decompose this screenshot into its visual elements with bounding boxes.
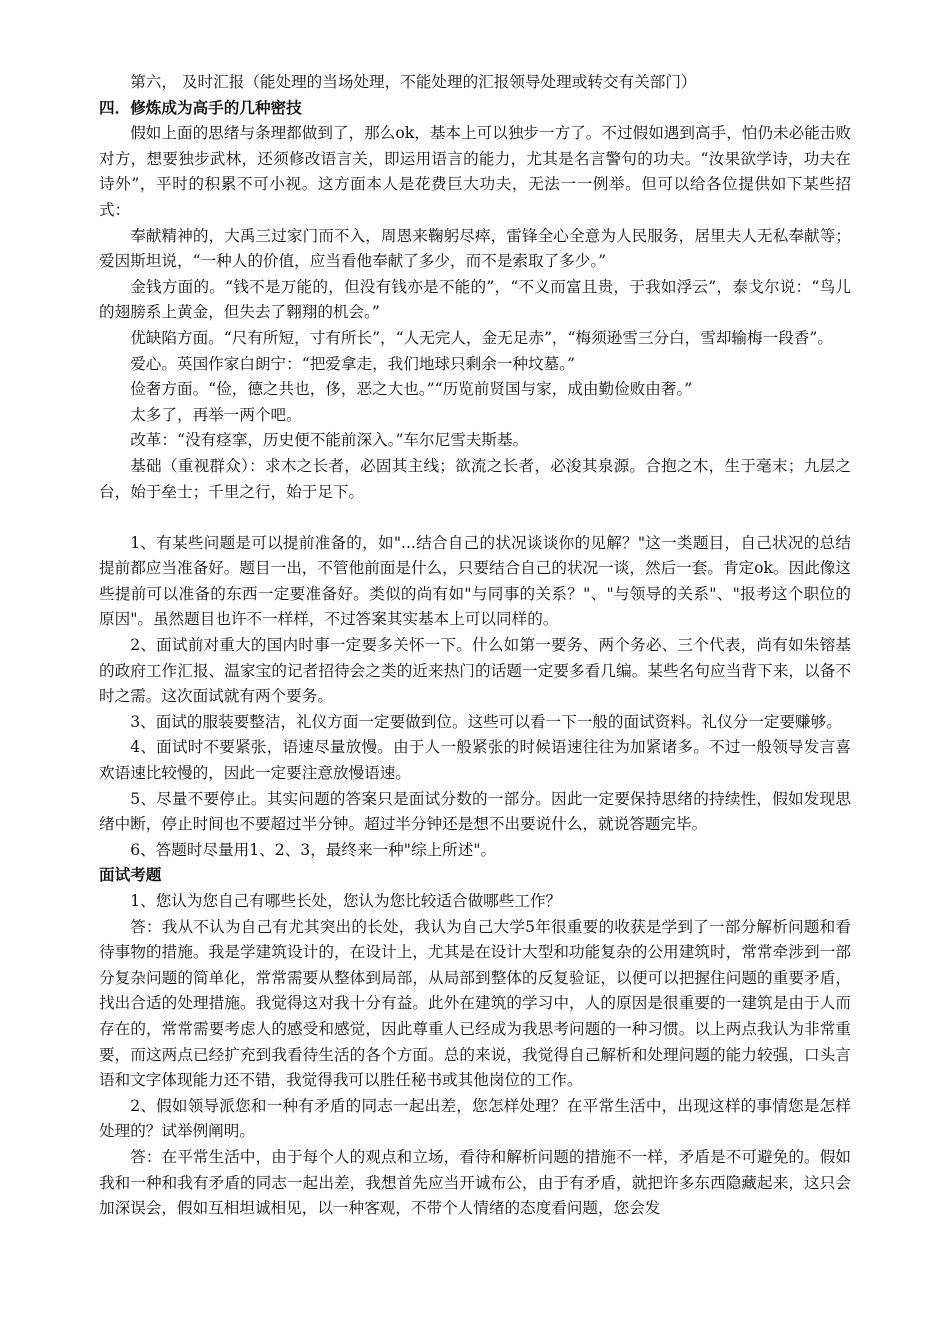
tip-paragraph-3: 3、面试的服装要整洁，礼仪方面一定要做到位。这些可以看一下一般的面试资料。礼仪分一定要赚够。	[130, 712, 842, 731]
reform-paragraph: 改革：“没有痉挛，历史便不能前深入。”车尔尼雪夫斯基。	[130, 431, 529, 450]
tip-paragraph-4: 4、面试时不要紧张，语速尽量放慢。由于人一般紧张的时候语速往往为加紧诸多。不过一般领导发言喜欢语速比较慢的，因此一定要注意放慢语速。	[99, 738, 851, 783]
intro-paragraph: 假如上面的思绪与条理都做到了，那么ok，基本上可以独步一方了。不过假如遇到高手，怕仍未必能击败对方，想要独步武林，还须修改语言关，即运用语言的能力，尤其是名言警句的功夫。“汝果欲学诗，功夫在诗外”，平时的积累不可小视。这方面本人是花费巨大功夫，无法一一例举。但可以给各位提供如下某些招式：	[99, 124, 851, 219]
thrift-paragraph: 俭奢方面。“俭，德之共也，侈，恶之大也。”“历览前贤国与家，成由勤俭败由奢。”	[130, 380, 693, 399]
money-paragraph: 金钱方面的。“钱不是万能的，但没有钱亦是不能的”，“不义而富且贵，于我如浮云”，泰戈尔说：“鸟儿的翅膀系上黄金，但失去了翱翔的机会。”	[99, 277, 851, 322]
tip-paragraph-6: 6、答题时尽量用1、2、3，最终来一种"综上所述"。	[130, 840, 497, 859]
answer-2: 答：在平常生活中，由于每个人的观点和立场，看待和解析问题的措施不一样，矛盾是不可避免的。假如我和一种和我有矛盾的同志一起出差，我想首先应当开诚布公，由于有矛盾，就把许多东西隐藏起来，这只会加深误会，假如互相坦诚相见，以一种客观，不带个人情绪的态度看问题，您会发	[99, 1147, 851, 1218]
section-heading-secrets: 四．修炼成为高手的几种密技	[99, 98, 302, 117]
love-paragraph: 爱心。英国作家白朗宁：“把爱拿走，我们地球只剩余一种坟墓。”	[130, 354, 575, 373]
foundation-paragraph: 基础（重视群众）：求木之长者，必固其主线；欲流之长者，必浚其泉源。合抱之木，生于毫末；九层之台，始于垒士；千里之行，始于足下。	[99, 456, 851, 501]
item-six-paragraph: 第六， 及时汇报（能处理的当场处理，不能处理的汇报领导处理或转交有关部门）	[130, 73, 697, 91]
question-2: 2、假如领导派您和一种有矛盾的同志一起出差，您怎样处理？在平常生活中，出现这样的事情您是怎样处理的？试举例阐明。	[99, 1096, 851, 1141]
document-page	[99, 70, 851, 1222]
tip-paragraph-5: 5、尽量不要停止。其实问题的答案只是面试分数的一部分。因此一定要保持思绪的持续性，假如发现思绪中断，停止时间也不要超过半分钟。超过半分钟还是想不出要说什么，就说答题完毕。	[99, 789, 851, 834]
blank-line	[99, 505, 851, 531]
dedication-paragraph: 奉献精神的，大禹三过家门而不入，周恩来鞠躬尽瘁，雷锋全心全意为人民服务，居里夫人无私奉献等；爱因斯坦说，“一种人的价值，应当看他奉献了多少，而不是索取了多少。”	[99, 226, 851, 271]
more-paragraph: 太多了，再举一两个吧。	[130, 405, 302, 424]
section-heading-questions: 面试考题	[99, 866, 162, 885]
tip-paragraph-1: 1、有某些问题是可以提前准备的，如"...结合自己的状况谈谈你的见解？"这一类题目，自己状况的总结提前都应当准备好。题目一出，不管他前面是什么，只要结合自己的状况一谈，然后一套。肯定ok。因此像这些提前可以准备的东西一定要准备好。类似的尚有如"与同事的关系？"、"与领导的关系"、"报考这个职位的原因"。虽然题目也许不一样样，不过答案其实基本上可以同样的。	[99, 533, 851, 629]
answer-1: 答：我从不认为自己有尤其突出的长处，我认为自己大学5年很重要的收获是学到了一部分解析问题和看待事物的措施。我是学建筑设计的，在设计上，尤其是在设计大型和功能复杂的公用建筑时，常常牵涉到一部分复杂问题的简单化，常常需要从整体到局部，从局部到整体的反复验证，以便可以把握住问题的重要矛盾，找出合适的处理措施。我觉得这对我十分有益。此外在建筑的学习中，人的原因是很重要的一建筑是由于人而存在的，常常需要考虑人的感受和感觉，因此尊重人已经成为我思考问题的一种习惯。以上两点我认为非常重要，而这两点已经扩充到我看待生活的各个方面。总的来说，我觉得自己解析和处理问题的能力较强，口头言语和文字体现能力还不错，我觉得我可以胜任秘书或其他岗位的工作。	[99, 917, 852, 1090]
tip-paragraph-2: 2、面试前对重大的国内时事一定要多关怀一下。什么如第一要务、两个务必、三个代表，尚有如朱镕基的政府工作汇报、温家宝的记者招待会之类的近来热门的话题一定要多看几编。某些名句应当背下来，以备不时之需。这次面试就有两个要务。	[99, 636, 851, 706]
question-1: 1、您认为您自己有哪些长处，您认为您比较适合做哪些工作？	[130, 892, 562, 910]
merits-paragraph: 优缺陷方面。“尺有所短，寸有所长”，“人无完人，金无足赤”，“梅须逊雪三分白，雪却输梅一段香”。	[130, 328, 833, 347]
